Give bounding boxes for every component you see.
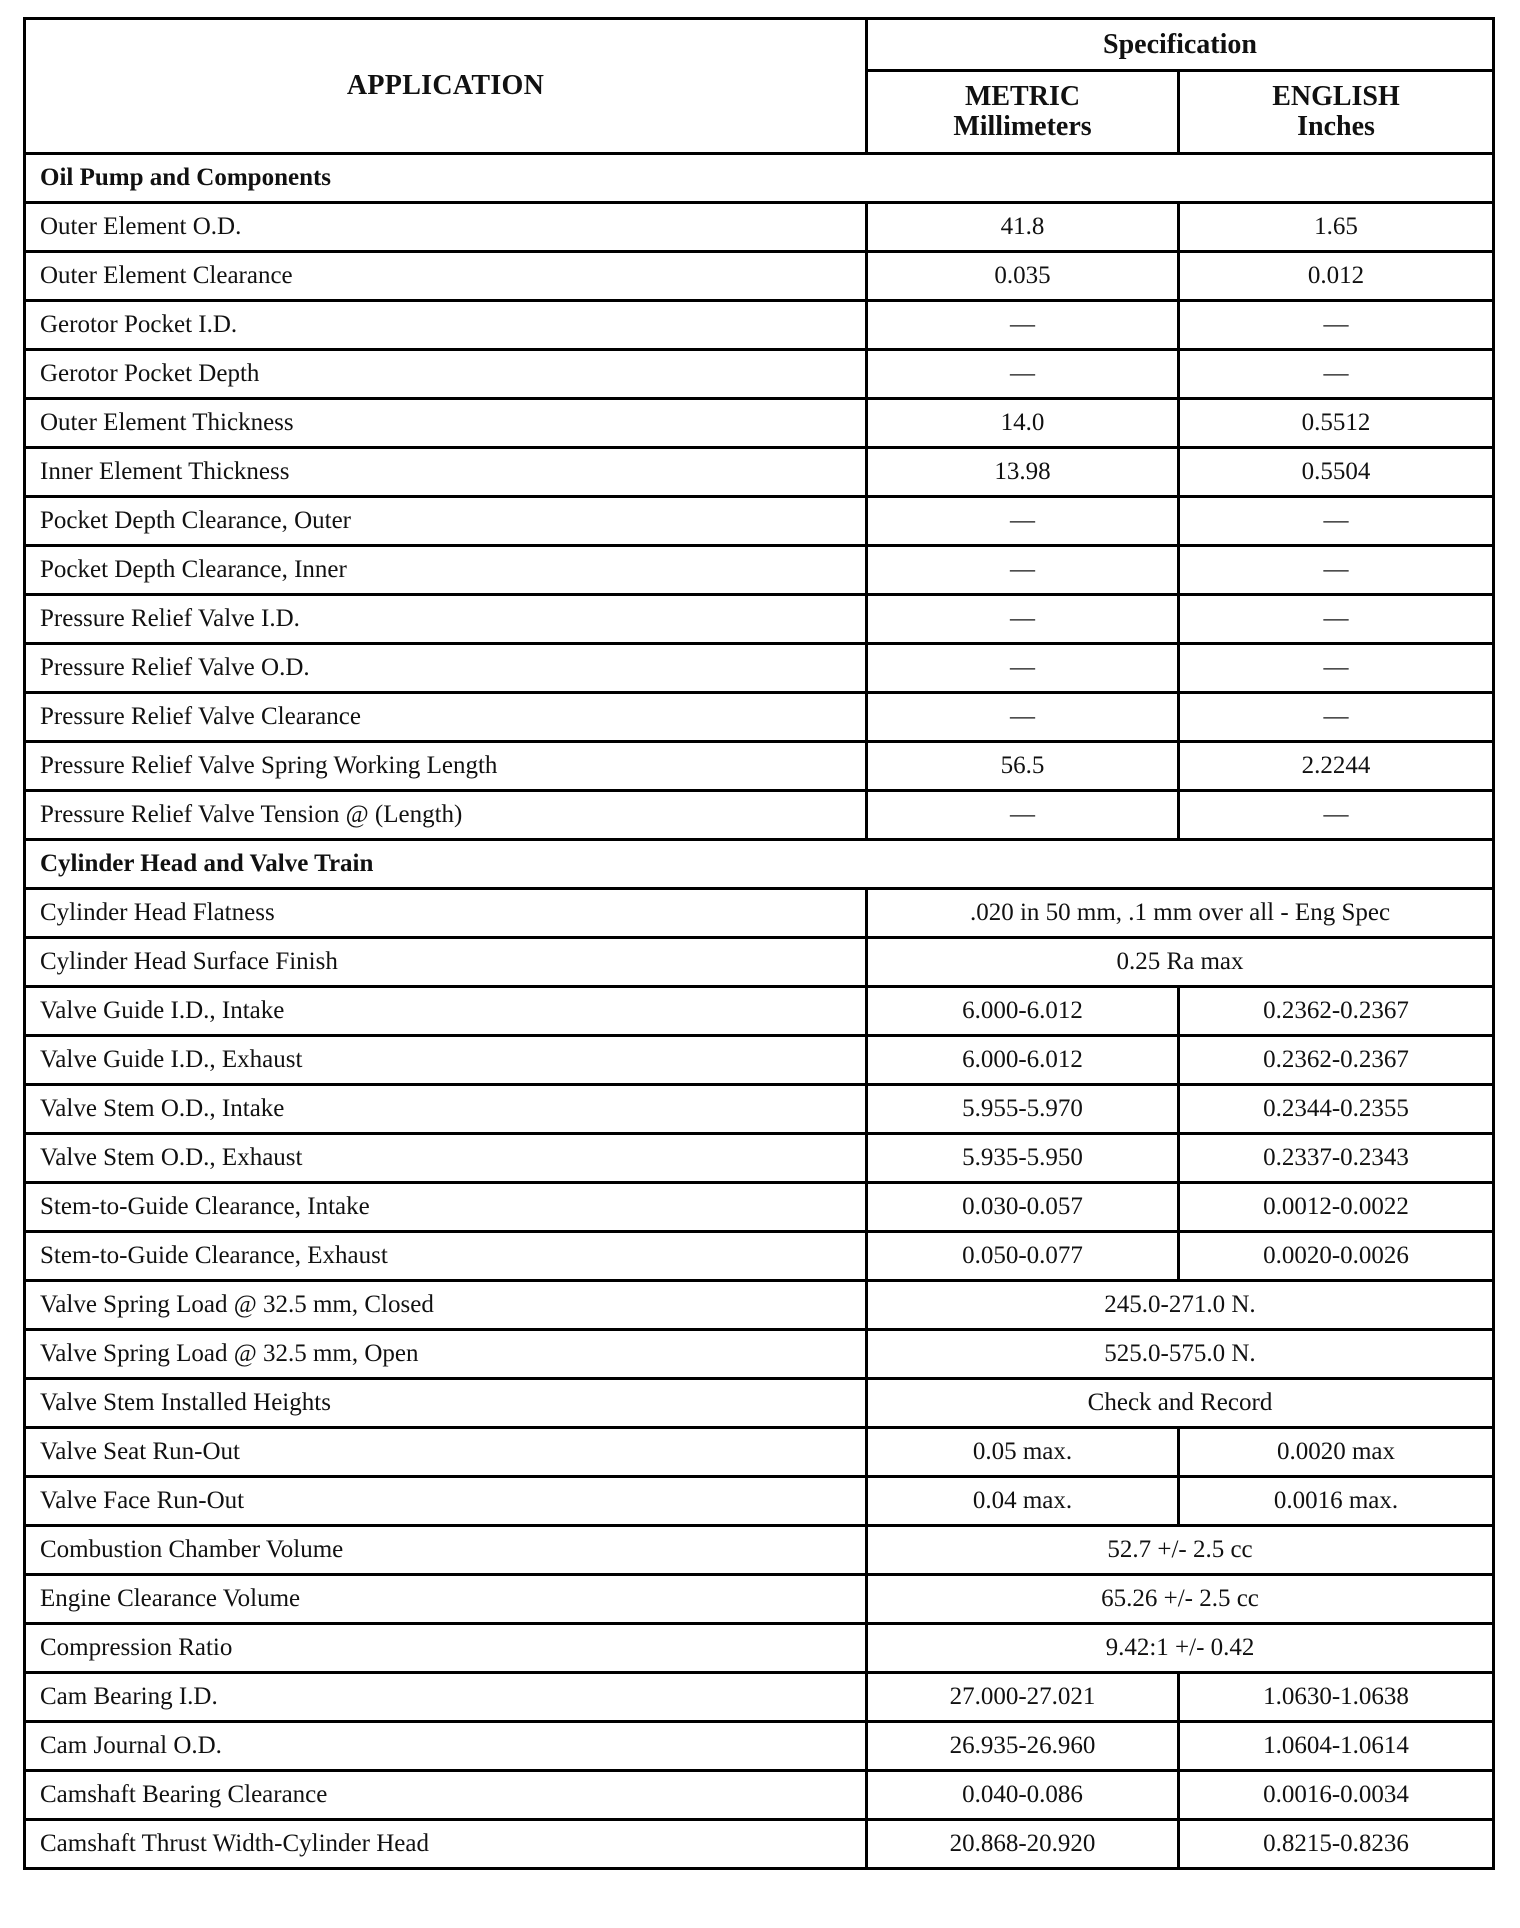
metric-cell: 0.05 max.: [867, 1428, 1179, 1477]
application-cell: Pressure Relief Valve O.D.: [25, 644, 867, 693]
english-cell: —: [1179, 301, 1494, 350]
table-row: [25, 938, 1494, 987]
application-cell: Cylinder Head Surface Finish: [25, 938, 867, 987]
metric-cell: 41.8: [867, 203, 1179, 252]
table-row: [25, 1575, 1494, 1624]
table-row: [25, 350, 1494, 399]
table-row: [25, 1183, 1494, 1232]
metric-cell: 14.0: [867, 399, 1179, 448]
table-row: [25, 1134, 1494, 1183]
section-title: Oil Pump and Components: [25, 154, 1494, 203]
application-cell: Outer Element O.D.: [25, 203, 867, 252]
application-cell: Inner Element Thickness: [25, 448, 867, 497]
english-cell: 1.0630-1.0638: [1179, 1673, 1494, 1722]
metric-cell: 5.955-5.970: [867, 1085, 1179, 1134]
table-row: [25, 1330, 1494, 1379]
english-cell: 0.5512: [1179, 399, 1494, 448]
application-cell: Pocket Depth Clearance, Outer: [25, 497, 867, 546]
table-row: [25, 497, 1494, 546]
metric-cell: 0.030-0.057: [867, 1183, 1179, 1232]
metric-cell: —: [867, 350, 1179, 399]
application-cell: Compression Ratio: [25, 1624, 867, 1673]
english-cell: 0.012: [1179, 252, 1494, 301]
english-cell: —: [1179, 595, 1494, 644]
specification-table: [23, 17, 1495, 1870]
metric-cell: 0.035: [867, 252, 1179, 301]
metric-cell: 6.000-6.012: [867, 987, 1179, 1036]
application-cell: Valve Guide I.D., Exhaust: [25, 1036, 867, 1085]
metric-cell: —: [867, 301, 1179, 350]
metric-cell: 20.868-20.920: [867, 1820, 1179, 1869]
application-cell: Camshaft Bearing Clearance: [25, 1771, 867, 1820]
application-cell: Combustion Chamber Volume: [25, 1526, 867, 1575]
metric-cell: —: [867, 644, 1179, 693]
section-title: Cylinder Head and Valve Train: [25, 840, 1494, 889]
metric-header: [867, 71, 1179, 154]
table-row: [25, 1477, 1494, 1526]
application-cell: Valve Guide I.D., Intake: [25, 987, 867, 1036]
application-cell: Pressure Relief Valve Spring Working Length: [25, 742, 867, 791]
english-cell: 0.2362-0.2367: [1179, 987, 1494, 1036]
metric-cell: 0.04 max.: [867, 1477, 1179, 1526]
application-cell: Outer Element Thickness: [25, 399, 867, 448]
section-header-row: [25, 840, 1494, 889]
application-cell: Valve Seat Run-Out: [25, 1428, 867, 1477]
table-row: [25, 595, 1494, 644]
metric-cell: 56.5: [867, 742, 1179, 791]
metric-cell: 6.000-6.012: [867, 1036, 1179, 1085]
table-row: [25, 742, 1494, 791]
metric-cell: 26.935-26.960: [867, 1722, 1179, 1771]
application-cell: Stem-to-Guide Clearance, Intake: [25, 1183, 867, 1232]
english-cell: 1.0604-1.0614: [1179, 1722, 1494, 1771]
application-cell: Pressure Relief Valve I.D.: [25, 595, 867, 644]
table-row: [25, 301, 1494, 350]
metric-unit: Millimeters: [953, 111, 1092, 142]
english-cell: —: [1179, 791, 1494, 840]
table-row: [25, 252, 1494, 301]
combined-spec-cell: 525.0-575.0 N.: [867, 1330, 1494, 1379]
metric-cell: —: [867, 595, 1179, 644]
table-row: [25, 1036, 1494, 1085]
table-row: [25, 1771, 1494, 1820]
table-body: [25, 154, 1494, 1869]
combined-spec-cell: 0.25 Ra max: [867, 938, 1494, 987]
metric-cell: 0.040-0.086: [867, 1771, 1179, 1820]
table-row: [25, 1673, 1494, 1722]
application-cell: Gerotor Pocket Depth: [25, 350, 867, 399]
combined-spec-cell: 9.42:1 +/- 0.42: [867, 1624, 1494, 1673]
combined-spec-cell: 245.0-271.0 N.: [867, 1281, 1494, 1330]
english-cell: 0.0016-0.0034: [1179, 1771, 1494, 1820]
english-cell: —: [1179, 497, 1494, 546]
metric-cell: —: [867, 791, 1179, 840]
application-cell: Cam Bearing I.D.: [25, 1673, 867, 1722]
application-cell: Gerotor Pocket I.D.: [25, 301, 867, 350]
english-cell: 0.2344-0.2355: [1179, 1085, 1494, 1134]
application-cell: Cylinder Head Flatness: [25, 889, 867, 938]
application-cell: Valve Face Run-Out: [25, 1477, 867, 1526]
specification-header: Specification: [867, 19, 1494, 71]
application-cell: Valve Spring Load @ 32.5 mm, Open: [25, 1330, 867, 1379]
application-cell: Outer Element Clearance: [25, 252, 867, 301]
application-cell: Camshaft Thrust Width-Cylinder Head: [25, 1820, 867, 1869]
table-row: [25, 1624, 1494, 1673]
table-row: [25, 1232, 1494, 1281]
application-cell: Valve Stem O.D., Exhaust: [25, 1134, 867, 1183]
table-row: [25, 791, 1494, 840]
english-cell: —: [1179, 546, 1494, 595]
english-header: [1179, 71, 1494, 154]
english-cell: 1.65: [1179, 203, 1494, 252]
application-cell: Valve Stem Installed Heights: [25, 1379, 867, 1428]
table-row: [25, 448, 1494, 497]
table-row: [25, 987, 1494, 1036]
table-row: [25, 546, 1494, 595]
english-cell: 0.0016 max.: [1179, 1477, 1494, 1526]
table-row: [25, 1526, 1494, 1575]
table-row: [25, 399, 1494, 448]
metric-cell: —: [867, 693, 1179, 742]
combined-spec-cell: 52.7 +/- 2.5 cc: [867, 1526, 1494, 1575]
metric-cell: 13.98: [867, 448, 1179, 497]
table-row: [25, 693, 1494, 742]
metric-cell: 0.050-0.077: [867, 1232, 1179, 1281]
english-cell: —: [1179, 644, 1494, 693]
application-cell: Engine Clearance Volume: [25, 1575, 867, 1624]
application-header: APPLICATION: [25, 19, 867, 154]
english-cell: 2.2244: [1179, 742, 1494, 791]
application-cell: Stem-to-Guide Clearance, Exhaust: [25, 1232, 867, 1281]
application-cell: Pocket Depth Clearance, Inner: [25, 546, 867, 595]
application-cell: Pressure Relief Valve Tension @ (Length): [25, 791, 867, 840]
english-cell: 0.8215-0.8236: [1179, 1820, 1494, 1869]
metric-cell: 27.000-27.021: [867, 1673, 1179, 1722]
combined-spec-cell: 65.26 +/- 2.5 cc: [867, 1575, 1494, 1624]
section-header-row: [25, 154, 1494, 203]
metric-cell: —: [867, 546, 1179, 595]
english-title: ENGLISH: [1272, 81, 1400, 112]
table-header: [25, 19, 1494, 154]
english-cell: 0.5504: [1179, 448, 1494, 497]
table-row: [25, 889, 1494, 938]
application-cell: Valve Stem O.D., Intake: [25, 1085, 867, 1134]
english-cell: 0.0012-0.0022: [1179, 1183, 1494, 1232]
table-row: [25, 1085, 1494, 1134]
table-row: [25, 1820, 1494, 1869]
table-row: [25, 203, 1494, 252]
metric-cell: —: [867, 497, 1179, 546]
table-row: [25, 1281, 1494, 1330]
table-row: [25, 1379, 1494, 1428]
english-cell: —: [1179, 350, 1494, 399]
application-cell: Cam Journal O.D.: [25, 1722, 867, 1771]
application-cell: Pressure Relief Valve Clearance: [25, 693, 867, 742]
combined-spec-cell: .020 in 50 mm, .1 mm over all - Eng Spec: [867, 889, 1494, 938]
table-row: [25, 1722, 1494, 1771]
english-cell: 0.0020 max: [1179, 1428, 1494, 1477]
english-cell: —: [1179, 693, 1494, 742]
metric-title: METRIC: [964, 81, 1081, 112]
english-unit: Inches: [1297, 111, 1375, 142]
table-row: [25, 1428, 1494, 1477]
combined-spec-cell: Check and Record: [867, 1379, 1494, 1428]
metric-cell: 5.935-5.950: [867, 1134, 1179, 1183]
table-row: [25, 644, 1494, 693]
english-cell: 0.2362-0.2367: [1179, 1036, 1494, 1085]
english-cell: 0.0020-0.0026: [1179, 1232, 1494, 1281]
english-cell: 0.2337-0.2343: [1179, 1134, 1494, 1183]
application-cell: Valve Spring Load @ 32.5 mm, Closed: [25, 1281, 867, 1330]
